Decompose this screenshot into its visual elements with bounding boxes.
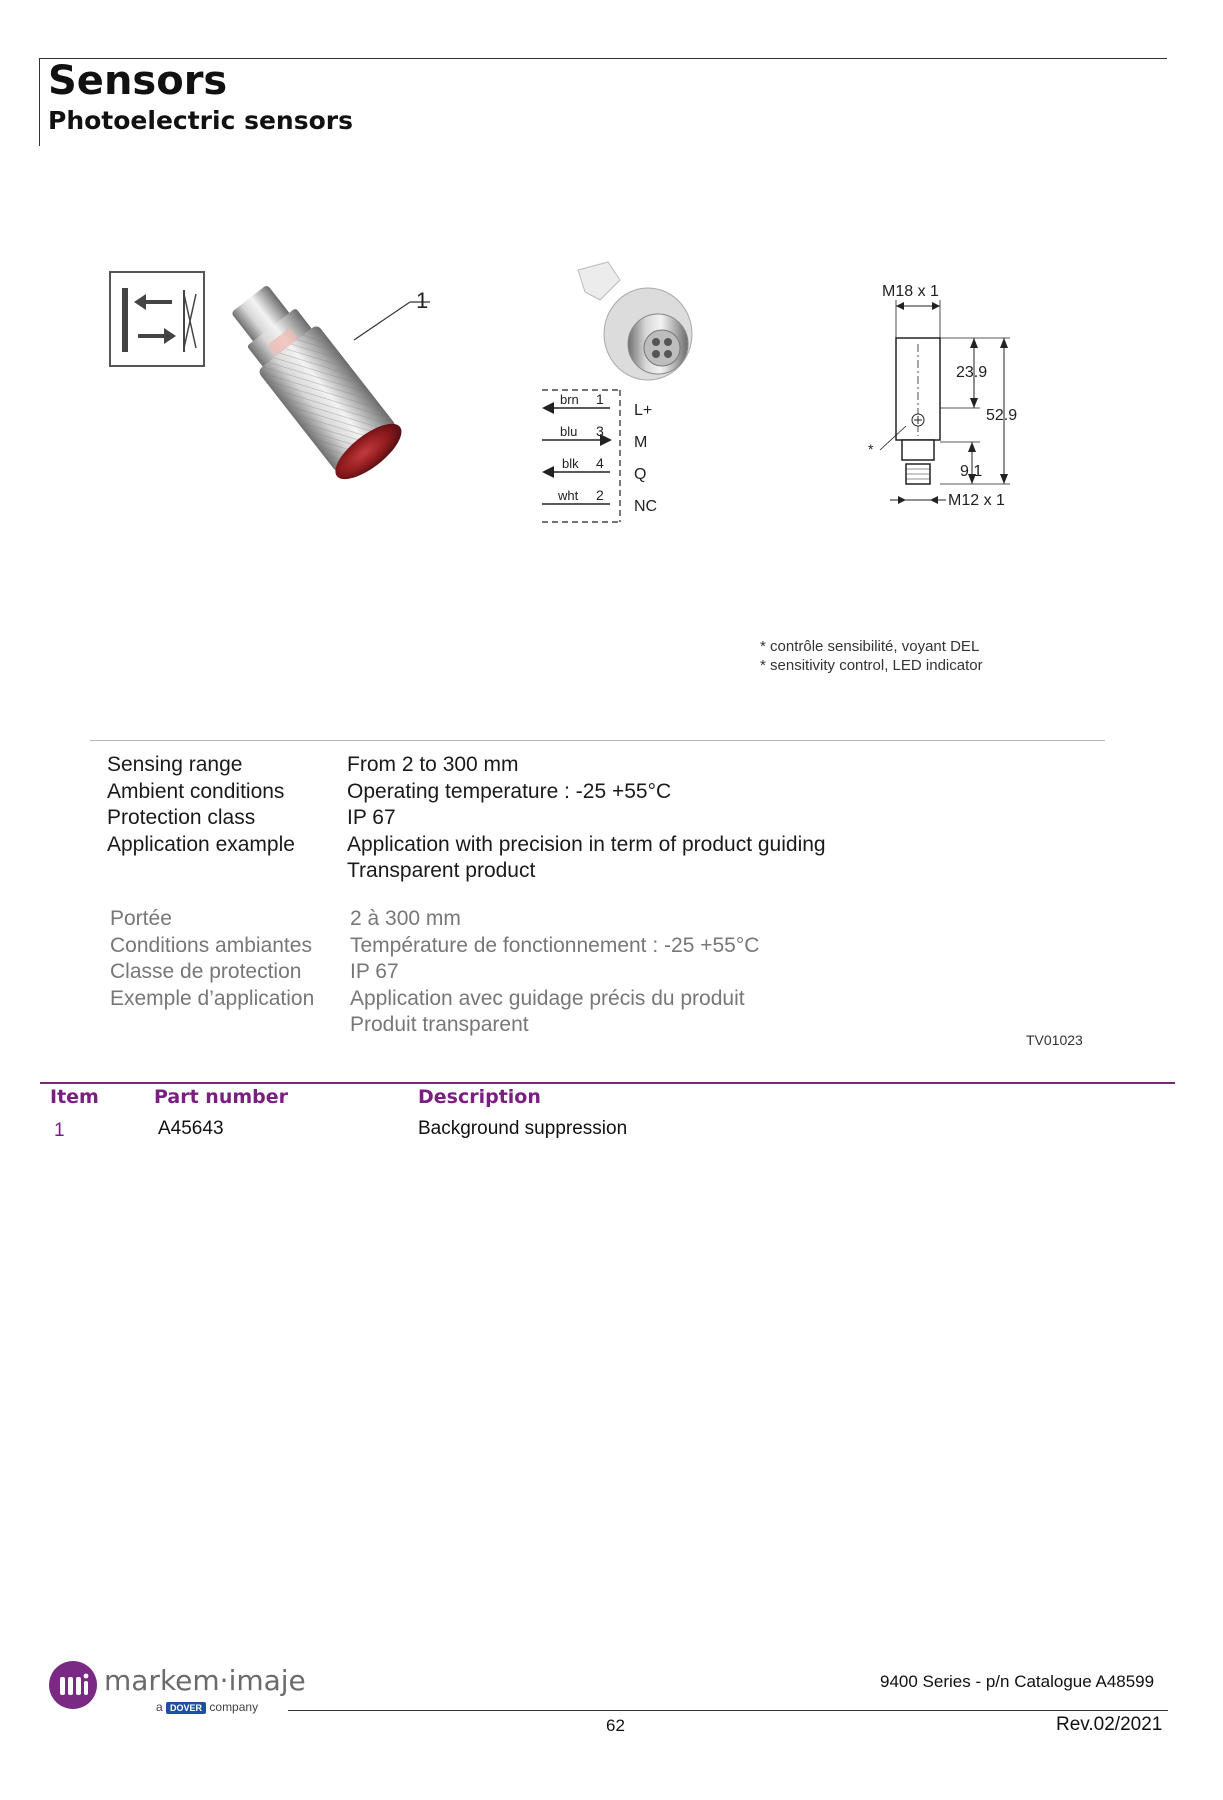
spec-value: Transparent product	[347, 859, 536, 882]
wire-color: wht	[558, 488, 579, 503]
brand-name: markem·imaje	[104, 1664, 306, 1697]
dim-star: *	[868, 441, 874, 457]
dover-badge: DOVER	[166, 1702, 206, 1714]
catalogue-reference: 9400 Series - p/n Catalogue A48599	[880, 1672, 1155, 1691]
revision: Rev.02/2021	[1056, 1714, 1163, 1735]
cell-description: Background suppression	[418, 1118, 628, 1139]
connector-photo	[578, 262, 692, 380]
specs-english	[107, 752, 957, 892]
spec-value: Température de fonctionnement : -25 +55°C	[350, 933, 760, 957]
pin-number: 2	[596, 487, 604, 503]
spec-label: Sensing range	[107, 753, 243, 776]
spec-label: Application example	[107, 832, 295, 856]
spec-value: Application with precision in term of product guiding	[347, 832, 826, 856]
spec-value: From 2 to 300 mm	[347, 753, 519, 776]
spec-label: Exemple d’application	[110, 986, 315, 1010]
signal-name: Q	[634, 466, 647, 483]
wire-color: blu	[560, 424, 578, 439]
spec-divider	[90, 740, 1105, 741]
spec-label: Classe de protection	[110, 960, 302, 983]
page-subtitle: Photoelectric sensors	[48, 106, 353, 135]
signal-name: M	[634, 434, 648, 451]
column-header-item: Item	[50, 1086, 99, 1108]
sensor-photo	[217, 274, 409, 489]
sensor-type-symbol	[110, 272, 204, 366]
product-drawing	[80, 240, 1130, 690]
signal-name: L+	[634, 402, 653, 419]
brand-tagline	[156, 1700, 258, 1714]
spec-value: IP 67	[350, 960, 399, 983]
product-figure	[80, 240, 1130, 690]
spec-label: Protection class	[107, 806, 256, 829]
figure-note-en: * sensitivity control, LED indicator	[760, 657, 983, 674]
dimension-drawing	[868, 283, 1017, 509]
cell-item: 1	[54, 1120, 65, 1141]
dim-c: 9.1	[960, 463, 983, 480]
footer-rule	[288, 1710, 1168, 1711]
dim-bottom-thread: M12 x 1	[948, 492, 1005, 509]
spec-value: Produit transparent	[350, 1013, 529, 1036]
pin-number: 4	[596, 455, 604, 471]
wire-color: brn	[560, 392, 579, 407]
figure-reference: TV01023	[1026, 1032, 1083, 1048]
specs-french	[110, 906, 960, 1046]
dim-a: 23.9	[956, 364, 988, 381]
brand-logo-icon	[48, 1660, 98, 1710]
spec-value: Application avec guidage précis du produit	[350, 986, 745, 1010]
tagline-prefix: a	[156, 1700, 163, 1714]
wiring-diagram	[542, 390, 657, 522]
column-header-description: Description	[418, 1086, 541, 1108]
spec-label: Ambient conditions	[107, 779, 285, 803]
brand-logo	[48, 1660, 98, 1715]
page-title: Sensors	[48, 58, 228, 104]
figure-note-fr: * contrôle sensibilité, voyant DEL	[760, 638, 980, 655]
signal-name: NC	[634, 498, 658, 515]
spec-value: 2 à 300 mm	[350, 907, 461, 930]
header-left-rule	[39, 58, 40, 146]
page-number: 62	[606, 1716, 625, 1735]
spec-label: Portée	[110, 907, 172, 930]
pin-number: 1	[596, 391, 604, 407]
dim-top-thread: M18 x 1	[882, 283, 939, 300]
tagline-suffix: company	[209, 1700, 259, 1714]
spec-label: Conditions ambiantes	[110, 933, 312, 957]
cell-part-number: A45643	[158, 1118, 224, 1139]
callout-number: 1	[416, 288, 429, 313]
dim-b: 52.9	[986, 407, 1018, 424]
wire-color: blk	[562, 456, 579, 471]
spec-value: IP 67	[347, 806, 396, 829]
pin-number: 3	[596, 423, 604, 439]
column-header-part-number: Part number	[154, 1086, 289, 1108]
spec-value: Operating temperature : -25 +55°C	[347, 779, 672, 803]
table-divider	[40, 1082, 1175, 1084]
